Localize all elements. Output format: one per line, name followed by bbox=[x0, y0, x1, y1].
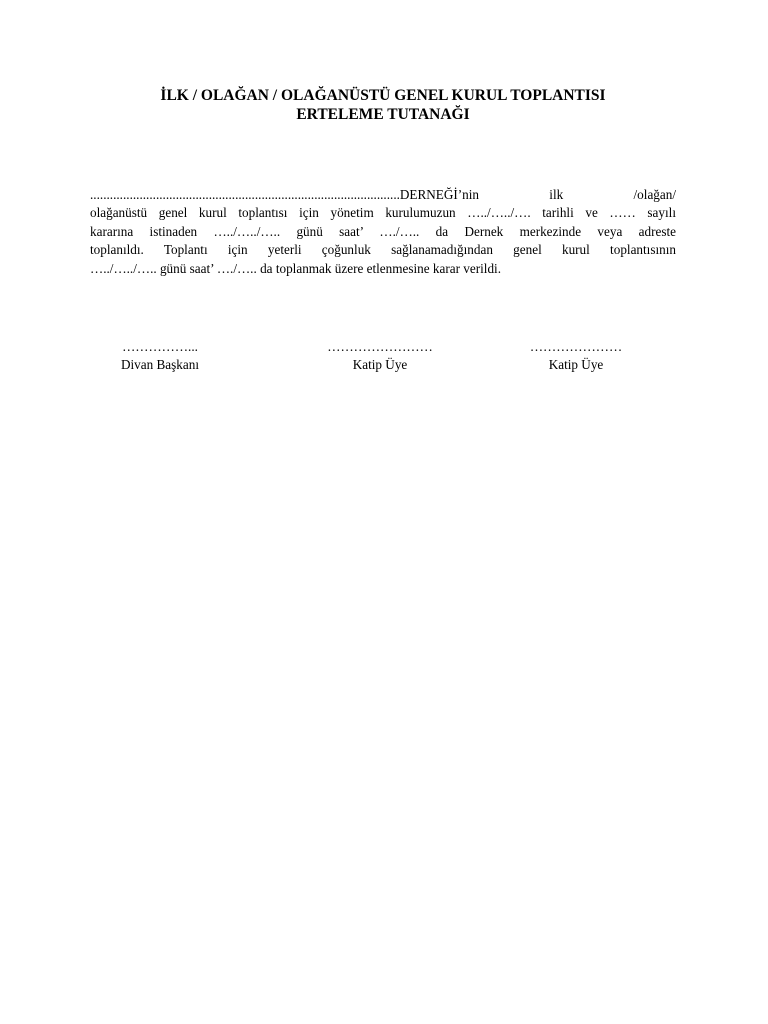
body-paragraph bbox=[90, 186, 676, 278]
signature-line: …………………… bbox=[327, 339, 433, 354]
title-line-2: ERTELEME TUTANAĞI bbox=[296, 106, 470, 123]
signature-line: ……………... bbox=[122, 339, 198, 354]
body-line-5: …../…../….. günü saat’ …./….. da toplanmak üzere etlenmesine karar verildi. bbox=[90, 260, 502, 276]
signature-label: Katip Üye bbox=[352, 357, 408, 372]
signature-divan-baskani bbox=[100, 338, 220, 374]
body-line-3: kararına istinaden …../…../….. günü saat’ …./….. da Dernek merkezinde veya adreste bbox=[90, 223, 676, 239]
signature-label: Katip Üye bbox=[548, 357, 604, 372]
body-line-4: toplanıldı. Toplantı için yeterli çoğunluk sağlanamadığından genel kurul toplantısının bbox=[90, 242, 676, 258]
signature-katip-uye-2 bbox=[516, 338, 636, 374]
document-title bbox=[90, 86, 676, 124]
signature-line: ………………… bbox=[529, 339, 623, 354]
body-line-1: ..............................................................................................DERNEĞİ’nin ilk /olağan/ bbox=[90, 187, 676, 202]
title-line-1: İLK / OLAĞAN / OLAĞANÜSTÜ GENEL KURUL TOPLANTISI bbox=[160, 87, 606, 104]
body-line-2: olağanüstü genel kurul toplantısı için yönetim kurulumuzun …../…../…. tarihli ve …… sayılı bbox=[90, 205, 676, 221]
signature-katip-uye-1 bbox=[300, 338, 460, 374]
signature-label: Divan Başkanı bbox=[120, 357, 199, 372]
